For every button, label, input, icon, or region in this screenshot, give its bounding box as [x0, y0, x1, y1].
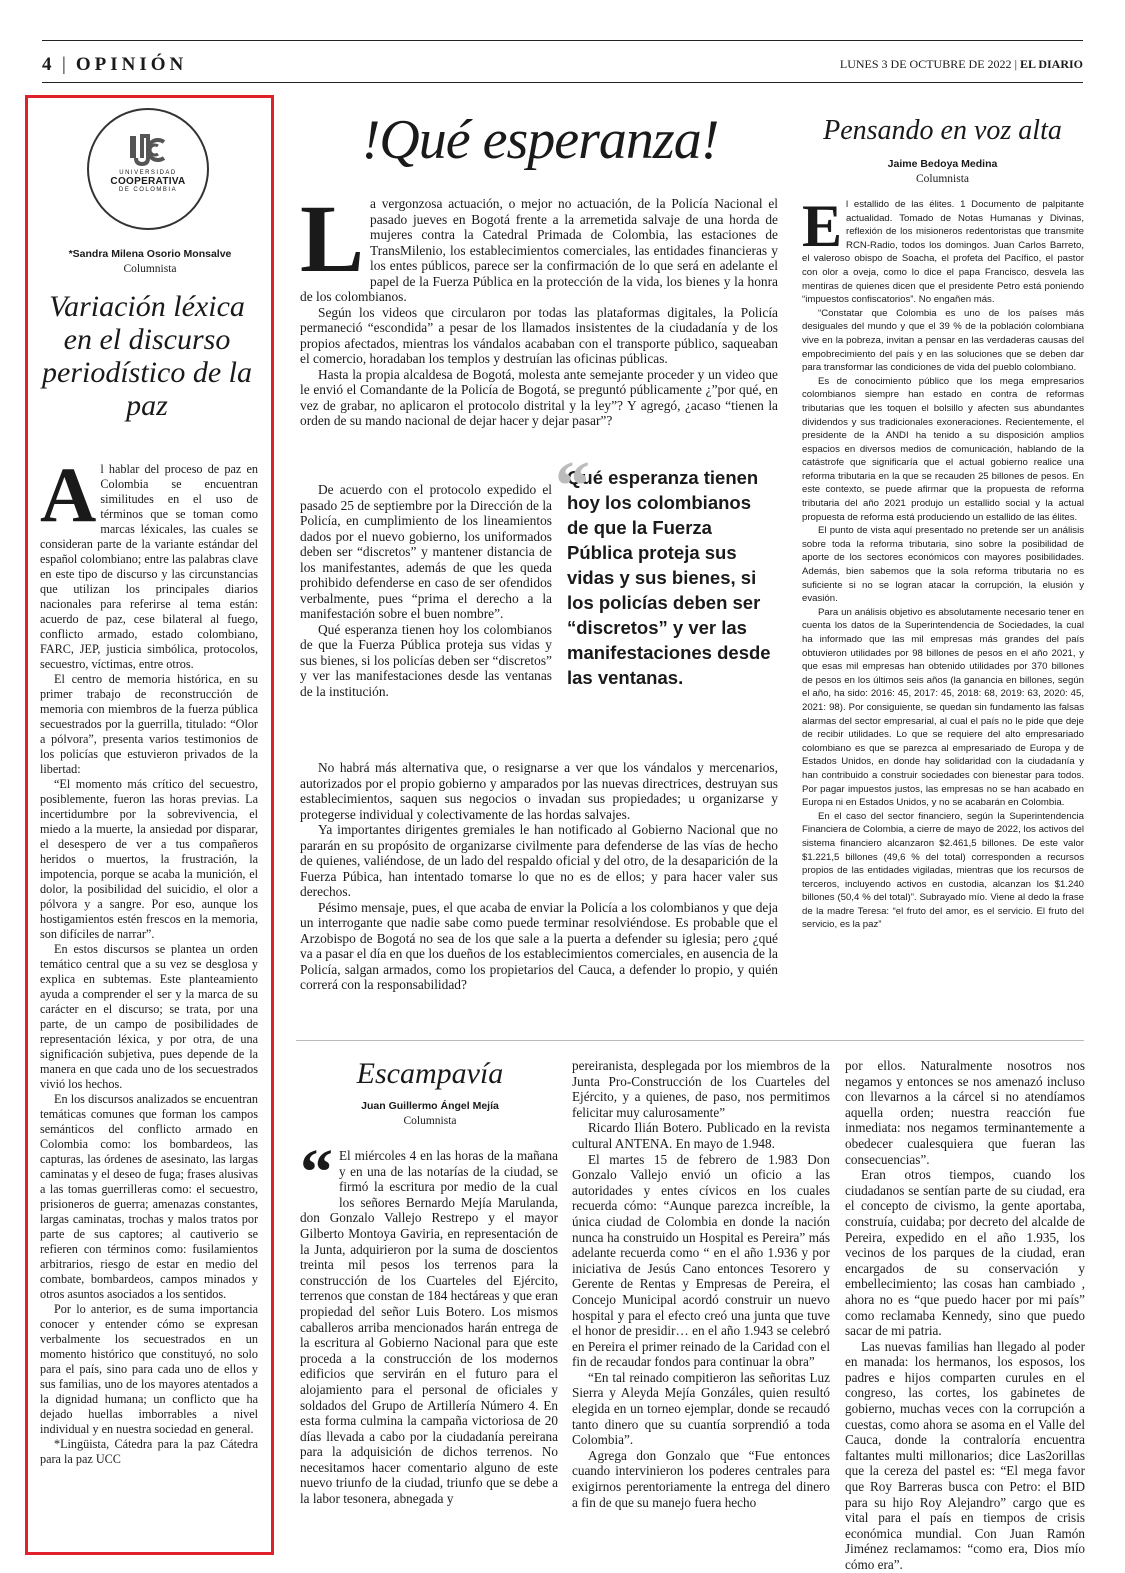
- paragraph: Eran otros tiempos, cuando los ciudadanos se sentían parte de su ciudad, era el concepto de civismo, la gente aportaba, construía, cuidaba; por decreto del alcalde de Pereira, expedido en el año 1.935, los vecinos de los parques de la ciudad, eran encargados de su conservación y embellecimiento; las cosas han cambiado , ahora no es “que puedo hacer por mi país” como reclamaba Kennedy, sino que puedo sacar de mi patria.: [845, 1167, 1085, 1339]
- escampavia-col3: [845, 1058, 1085, 1573]
- paragraph: Ricardo Ilián Botero. Publicado en la revista cultural ANTENA. En mayo de 1.948.: [572, 1120, 830, 1151]
- logo-line2: COOPERATIVA: [110, 176, 186, 187]
- header-bottom-rule: [42, 82, 1083, 83]
- main-article-top: [300, 185, 778, 429]
- section-divider: [296, 1040, 1084, 1041]
- escampavia-author: Juan Guillermo Ángel Mejía: [361, 1100, 499, 1112]
- paragraph: El martes 15 de febrero de 1.983 Don Gonzalo Vallejo envió un oficio a las autoridades y entes cívicos en los cuales recuerda cómo: “Aunque parezca increíble, la única ciudad de Colombia en donde la nación nunca ha construido un Hospital es Pereira” más adelante recuerda como “ en el año 1.936 y por iniciativa de Jesús Cano entonces Tesorero y Gerente de Rentas y Empresas de Pereira, el Concejo Municipal acordó construir un nuevo hospital y para el efecto creó una junta que tuve el honor de presidir… en el año 1.943 se celebró en Pereira el primer reinado de la Caridad con el fin de recaudar fondos para continuar la obra”: [572, 1151, 830, 1370]
- paragraph: Para un análisis objetivo es absolutamente necesario tener en cuenta los datos de la Superintendencia de Sociedades, la cual ha informado que las mil empresas más grandes del país obtuvieron utilidades por 98 billones de pesos en el año 2021, y que esas mil empresas han obtenido utilidades por 370 billones de pesos en los últimos seis años (la ganancia en billones, según el año, ha sido: 2016: 45, 2017: 45, 2018: 68, 2019: 63, 2020: 45, 2021: 98). Por consiguiente, se quedan sin fundamento las falsas alarmas del sector empresarial, al cual el país no le pide que deje de recibir utilidades. Lo que se requiere del alto empresariado colombiano es que se parezca al empresariado de Europa y de Estados Unidos, en donde hay solidaridad con la ciudadanía y han contribuido a construir sociedades con bienestar para todos. Por pagar impuestos justos, las empresas no se han acabado en Europa ni en Estados Unidos, y no se acabarán en Colombia.: [802, 606, 1084, 809]
- paragraph: Agrega don Gonzalo que “Fue entonces cuando intervinieron los poderes centrales para exigirnos perentoriamente la entrega del dinero a fin de que su manejo fuera hecho: [572, 1447, 830, 1510]
- paragraph: l estallido de las élites. 1 Documento de palpitante actualidad. Tomado de Notas Humanas y Divinas, reflexión de los misioneros redentoristas que transmite RCN-Radio, todos los domingos. Juan Carlos Barreto, el valeroso obispo de Soacha, el profeta del Pacífico, el pastor con olor a oveja, como lo dice el papa Francisco, desvela las mentiras de quienes dicen que el presidente Petro está poniendo “impuestos confiscatorios”. No engañen más.: [802, 199, 1084, 306]
- paragraph: El centro de memoria histórica, en su primer trabajo de reconstrucción de memoria con miembros de la fuerza pública secuestrados por la guerrilla, titulado: “Olor a pólvora”, presenta varios testimonios de los policías que estuvieron privados de la libertad:: [40, 672, 258, 776]
- logo-line3: DE COLOMBIA: [118, 187, 178, 193]
- right-article-body: [802, 193, 1084, 932]
- paragraph: Según los videos que circularon por todas las plataformas digitales, la Policía permaneció “escondida” a pesar de los llamados insistentes de la ciudadanía y de los propios afectados, mientras los vándalos acababan con el transporte público, saqueaban el comercio, horadaban los templos y destruían las oficinas públicas.: [300, 304, 778, 366]
- left-article-title: Variación léxica en el discurso periodístico de la paz: [42, 290, 252, 422]
- pull-quote-text: Qué esperanza tienen hoy los colombianos de que la Fuerza Pública proteja sus vidas y sus bienes, si los policías deben ser “discretos” y ver las manifestaciones desde las ventanas.: [567, 467, 771, 688]
- right-role: Columnista: [915, 173, 970, 185]
- paragraph: En el caso del sector financiero, según la Superintendencia Financiera de Colombia, a cierre de mayo de 2022, los activos del sistema financiero alcanzaron $2.461,5 billones. De este valor $1.221,5 billones (49,6 % del total) corresponden a recursos propios de las entidades vigiladas, mientras que los recursos de terceros, incluyendo activos en custodia, alcanzan los $1.240 billones (50,4 % del total)”. Subrayado mío. Viene al dedo la frase de la madre Teresa: “el fruto del amor, es el servicio. El fruto del servicio, es la paz”: [802, 810, 1084, 931]
- paragraph: Hasta la propia alcaldesa de Bogotá, molesta ante semejante proceder y un video que le envió el Comandante de la Policía de Bogotá, se preguntó públicamente ¿”por qué, en vez de grabar, no aplicaron el protocolo distrital y la ley”? Y agregó, ¿acaso “tienen la orden de su mando nacional de dejar hacer y dejar pasar”?: [300, 366, 778, 428]
- paragraph: En los discursos analizados se encuentran temáticas comunes que forman los campos semánticos del conflicto armado en Colombia como: los bombardeos, las capturas, las órdenes de asesinato, las largas caminatas y el deseo de fuga; frases alusivas a las tomas guerrilleras como: el secuestro, prisioneros de guerra; amenazas constantes, largas caminatas, trochas y malos tratos por parte de sus captores; al cautiverio se refieren con términos como: fusilamientos arbitrarios, riesgo de estar en medio del combate, bombardeos, campos minados y otros asuntos asociados a los sentidos.: [40, 1092, 258, 1301]
- left-article-body: [40, 451, 258, 1467]
- right-column-title: Pensando en voz alta: [823, 115, 1062, 146]
- paragraph: No habrá más alternativa que, o resignarse a ver que los vándalos y mercenarios, autorizados por el propio gobierno y amparados por las nuevas directrices, destruyan sus establecimientos, saquen sus negocios o invadan sus propiedades; u organizarse y protegerse individual y colectivamente de las hordas salvajes.: [300, 760, 778, 822]
- paragraph: Por lo anterior, es de suma importancia conocer y entender cómo se expresan verbalmente los secuestrados en un momento histórico que constituyó, no solo para el país, sino para cada uno de ellos y sus familias, uno de los mayores atentados a la dignidad humana; un conflicto que ha dejado huellas imborrables a nivel individual y en nuestra sociedad en general.: [40, 1302, 258, 1436]
- paragraph: El miércoles 4 en las horas de la mañana y en una de las notarías de la ciudad, se firmó la escritura por medio de la cual los señores Bernardo Mejía Marulanda, don Gonzalo Vallejo Restrepo y el mayor Gilberto Montoya Gaviria, en representación de la Junta, adquirieron por la suma de doscientos treinta mil pesos los terrenos para la construcción de los Cuarteles del Ejército, terrenos que constan de 184 hectáreas y que eran propiedad del señor Luis Botero. Los mismos caballeros arriba mencionados harán entrega de la escritura al Gobierno Nacional para que este proceda a la construcción de los modernos edificios que servirán en el futuro para el alojamiento para el personal de oficiales y soldados del Grupo de Artillería Número 4. En esta forma culmina la campaña victoriosa de 20 días llevada a cabo por la ciudadanía pereirana para la adquisición de dichos terrenos. No necesitamos hacer comentario alguno de este nuevo triunfo de la ciudad, triunfo que se debe a la labor tesonera, abnegada y: [300, 1148, 558, 1507]
- pull-quote: [555, 448, 777, 690]
- logo-line1: UNIVERSIDAD: [119, 170, 177, 176]
- quote-icon: “: [555, 448, 590, 525]
- footnote: *Lingüista, Cátedra para la paz Cátedra para la paz UCC: [40, 1437, 258, 1466]
- left-dropcap: A: [40, 451, 97, 538]
- page-number: 4: [42, 54, 53, 75]
- paragraph: Es de conocimiento público que los mega empresarios colombianos siempre han estado en contra de reformas tributarias que les toquen el bolsillo y afecten sus abundantes dividendos y sus tradicionales exoneraciones. Recientemente, el presidente de la ANDI ha tenido a su disposición amplios espacios en diversos medios de comunicación, hablando de la catástrofe que significaría que el actual gobierno realice una reforma tributaria en la que se recauden 25 billones de pesos. En este contexto, se puede afirmar que la propuesta de reforma tributaria del año 2021 produjo un estallido social y la actual propuesta de reforma está produciendo un estallido de las élites.: [802, 375, 1084, 523]
- escampavia-col2: [572, 1058, 830, 1510]
- paragraph: De acuerdo con el protocolo expedido el pasado 25 de septiembre por la Dirección de la Policía, en cumplimiento de los lineamientos dados por el nuevo gobierno, los uniformados deben ser “discretos” y mantener distancia de los manifestantes, además de que les queda prohibido defenderse en caso de ser ofendidos verbalmente, pues “prima el derecho a la manifestación sobre el buen nombre”.: [300, 482, 552, 621]
- right-author: Jaime Bedoya Medina: [887, 158, 998, 170]
- paragraph: Las nuevas familias han llegado al poder en manada: los hermanos, los esposos, los padres e hijos comparten curules en el congreso, las cortes, los gabinetes de gobierno, muchas veces con la corrupción a cuestas, como ahora se asoma en el Valle del Cauca, donde la contraloría encuentra faltantes multi millonarios; dice Las2orillas que la cereza del pastel es: “El mega favor que Roy Barreras busca con Petro: el BID para su hijo Roy Alejandro” cargo que es vital para el país en tiempos de crisis económica mundial. Con Juan Ramón Jiménez reclamamos: “como era, Dios mío cómo era”.: [845, 1338, 1085, 1572]
- paragraph: Ya importantes dirigentes gremiales le han notificado al Gobierno Nacional que no pararán en su propósito de organizarse civilmente para defenderse de las vías de hecho de quienes, valiéndose, de un lado del respaldo oficial y del otro, de la desaparición de la Fuerza Púbica, han intentado tomarse lo que no es de ellos; y para hacer valer sus derechos.: [300, 822, 778, 899]
- paragraph: “Constatar que Colombia es uno de los países más desiguales del mundo y que el 39 % de la población colombiana vive en la pobreza, invitan a pensar en las verdaderas causas del empobrecimiento del país y en las soluciones que se deben dar para transformar las condiciones de vida del pueblo colombiano.: [802, 307, 1084, 374]
- right-dropcap: E: [802, 193, 843, 259]
- paragraph: Qué esperanza tienen hoy los colombianos de que la Fuerza Pública proteja sus vidas y sus bienes, si los policías deben ser “discretos” y ver las manifestaciones desde las ventanas de la institución.: [300, 621, 552, 699]
- paragraph: l hablar del proceso de paz en Colombia se encuentran similitudes en el uso de términos que se toman como marcas léxicales, las cuales se consideran parte de la variante estándar del español colombiano; entre las palabras clave en este tipo de discurso y las circunstancias que utilizan los principales diarios nacionales para referirse al tema están: acuerdo de paz, cese bilateral al fuego, conflicto armado, estado colombiano, FARC, JEP, justicia simbólica, protocolos, secuestro, víctimas, entre otros.: [40, 462, 258, 671]
- ucc-logo-icon: [128, 132, 168, 166]
- ucc-logo: [87, 108, 209, 230]
- paragraph: a vergonzosa actuación, o mejor no actuación, de la Policía Nacional el pasado jueves en Bogotá frente a la arremetida salvaje de una horda de mujeres contra la Catedral Primada de Colombia, las estaciones de TransMilenio, los establecimientos comerciales, las entidades financieras y los entes públicos, parece ser la confirmación de lo que será en adelante el papel de la Fuerza Pública en la protección de la vida, los bienes y la honra de los colombianos.: [300, 196, 778, 304]
- paragraph: “El momento más crítico del secuestro, posiblemente, fueron las horas previas. La incertidumbre por la sobrevivencia, el miedo a la muerte, la ansiedad por disparar, el desespero de ver a tus compañeros heridos o muertos, la frustración, la impotencia, porque se acaba la munición, el dolor, la posibilidad del suicidio, el olor a pólvora y a sangre. Por eso, aunque los hostigamientos estén frescos en la memoria, son difíciles de narrar”.: [40, 777, 258, 941]
- escampavia-role: Columnista: [403, 1115, 457, 1127]
- escampavia-title: Escampavía: [356, 1057, 504, 1090]
- paragraph: pereiranista, desplegada por los miembros de la Junta Pro-Construcción de los Cuarteles del Ejército, y a quienes, de paso, nos permitimos felicitar muy calurosamente”: [572, 1058, 830, 1120]
- quote-icon: “: [300, 1136, 333, 1209]
- main-article-narrow: [300, 482, 552, 699]
- left-role: Columnista: [123, 263, 177, 275]
- section-name: | OPINIÓN: [62, 54, 187, 76]
- main-dropcap: L: [300, 185, 365, 292]
- paragraph: “En tal reinado compitieron las señoritas Luz Sierra y Aleyda Mejía Gonzáles, quien resultó elegida en un torneo ejemplar, donde se recaudó tanto dinero que su cuantía sorprendió a toda Colombia”.: [572, 1369, 830, 1448]
- paragraph: El punto de vista aquí presentado no pretende ser un análisis sobre toda la reforma tributaria, sino sobre la posibilidad de aporte de los sectores económicos con mayores posibilidades. Además, bien sabemos que la sola reforma tributaria no es suficiente si no se logran atacar la corrupción, la elusión y evasión.: [802, 525, 1084, 605]
- date-text: LUNES 3 DE OCTUBRE DE 2022: [839, 57, 1012, 71]
- paragraph: por ellos. Naturalmente nosotros nos negamos y entonces se nos amenazó incluso con llevarnos a la cárcel si no atendíamos aquella orden; nuestra reacción fue inmediata: nos negamos terminantemente a obedecer cualesquiera que fueran las consecuencias”.: [845, 1058, 1085, 1167]
- paragraph: En estos discursos se plantea un orden temático central que a su vez se desglosa y explica en subtemas. Este planteamiento ayuda a comprender el ser y la marca de su carácter en el discurso; se trata, por una parte, de un campo de posibilidades de representación léxica, y por otra, de una significación subjetiva, pues depende de la manera en que cada uno de los secuestrados vivió los hechos.: [40, 942, 258, 1091]
- left-author: *Sandra Milena Osorio Monsalve: [68, 248, 232, 260]
- main-article-title: !Qué esperanza!: [361, 109, 719, 171]
- main-article-bottom: [300, 760, 778, 993]
- paragraph: Pésimo mensaje, pues, el que acaba de enviar la Policía a los colombianos y que deja un interrogante que nadie sabe como puede terminar resolviéndose. Es probable que el Arzobispo de Bogotá no sea de los que sale a la puerta a defender su iglesia; pero ¿qué va a pasar el día en que los dueños de los establecimientos comerciales, en ausencia de la Policía, salgan armados, como los propietarios del Cauca, a defender lo propio, y quién correrá con la responsabilidad?: [300, 899, 778, 992]
- header-top-rule: [42, 40, 1083, 41]
- paper-name: EL DIARIO: [1019, 57, 1083, 71]
- issue-date: LUNES 3 DE OCTUBRE DE 2022 | EL DIARIO: [839, 57, 1083, 71]
- escampavia-col1: [300, 1136, 558, 1507]
